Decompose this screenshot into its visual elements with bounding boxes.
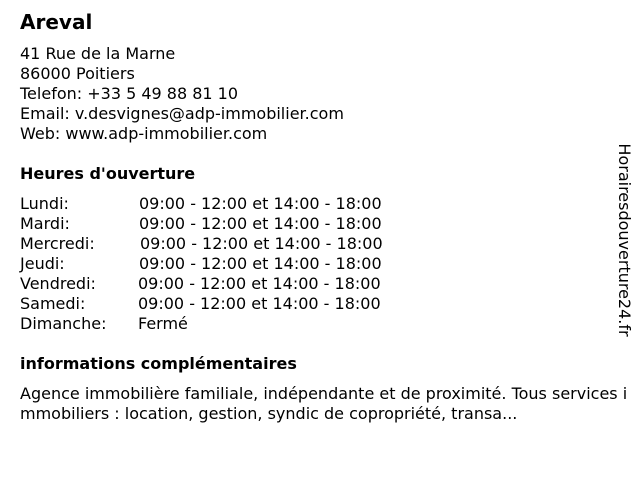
day-hours: 09:00 - 12:00 et 14:00 - 18:00 <box>139 254 382 273</box>
opening-hours-heading: Heures d'ouverture <box>20 164 196 183</box>
email-line[interactable]: Email: v.desvignes@adp-immobilier.com <box>20 104 344 123</box>
day-hours: 09:00 - 12:00 et 14:00 - 18:00 <box>139 214 382 233</box>
additional-info-text: Agence immobilière familiale, indépendante et de proximité. Tous services immobiliers : location, gestion, syndic de copropriété, transa... <box>20 384 628 423</box>
additional-info-heading: informations complémentaires <box>20 354 297 373</box>
day-hours: 09:00 - 12:00 et 14:00 - 18:00 <box>138 274 381 293</box>
phone-line[interactable]: Telefon: +33 5 49 88 81 10 <box>20 84 239 103</box>
day-hours: 09:00 - 12:00 et 14:00 - 18:00 <box>140 234 383 253</box>
day-hours: 09:00 - 12:00 et 14:00 - 18:00 <box>139 194 382 213</box>
site-watermark: Horairesdouverture24.fr <box>615 143 634 337</box>
day-label: Vendredi: <box>20 274 96 293</box>
day-label: Mardi: <box>20 214 70 233</box>
day-label: Samedi: <box>20 294 86 313</box>
day-label: Mercredi: <box>20 234 95 253</box>
address-city: 86000 Poitiers <box>20 64 135 83</box>
day-label: Dimanche: <box>20 314 107 333</box>
business-name: Areval <box>20 10 93 34</box>
web-line[interactable]: Web: www.adp-immobilier.com <box>20 124 268 143</box>
day-label: Lundi: <box>20 194 69 213</box>
contact-block <box>20 44 344 144</box>
day-hours: 09:00 - 12:00 et 14:00 - 18:00 <box>138 294 381 313</box>
day-label: Jeudi: <box>20 254 65 273</box>
day-hours: Fermé <box>138 314 188 333</box>
address-street: 41 Rue de la Marne <box>20 44 176 63</box>
